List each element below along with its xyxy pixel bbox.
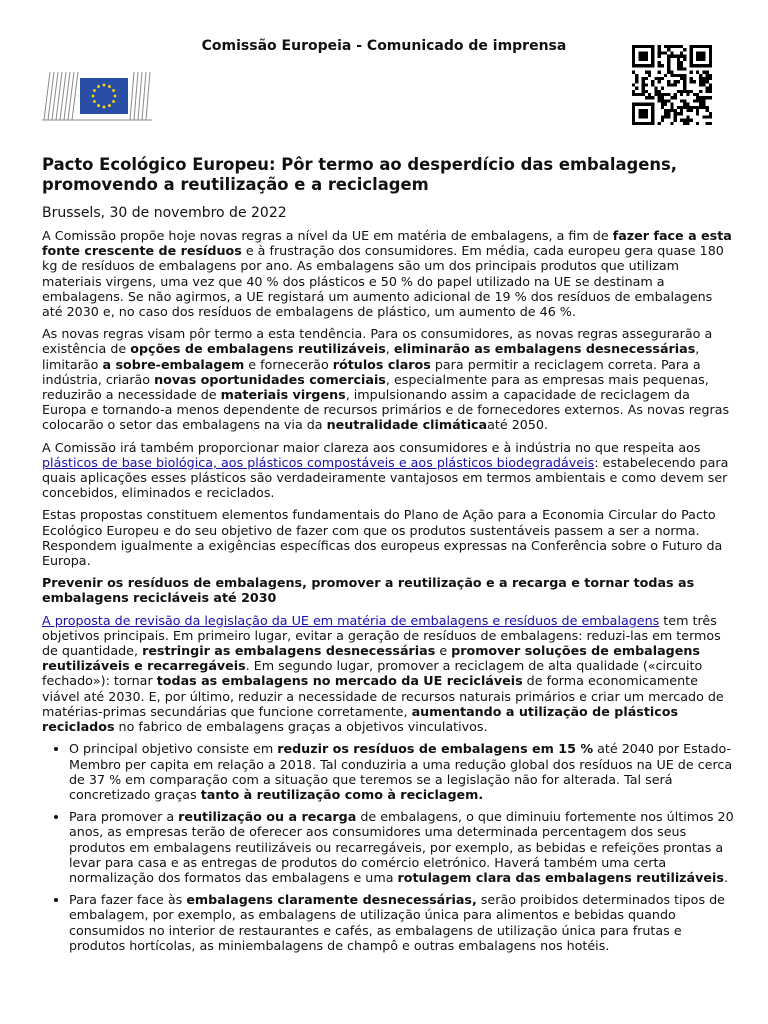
list-item: • O principal objetivo consiste em reduzir os resíduos de embalagens em 15 % até 2040 por Estado-Membro per capita em relação a 2018. Tal conduziria a uma redução global dos resíduos na UE de cerca de 37 % em comparação com a situação que teremos se a legislação não for alterada. Tal será concretizado graças tanto à reutilização como à reciclagem.: [69, 741, 734, 802]
qr-code-icon: [632, 45, 712, 125]
flag-star: [103, 84, 106, 87]
article-title: Pacto Ecológico Europeu: Pôr termo ao desperdício das embalagens, promovendo a reutilização e a reciclagem: [42, 155, 678, 194]
flag-star: [103, 106, 106, 109]
flag-star: [114, 95, 117, 98]
paragraph-plastics: A Comissão irá também proporcionar maior clareza aos consumidores e à indústria no que respeita aos plásticos de base biológica, aos plásticos compostáveis e aos plásticos biodegradáveis: estabelecendo para quais aplicações esses plásticos são verdadeiramente vantajosos em termos ambientais e como devem ser concebidos, eliminados e reciclados.: [42, 439, 729, 501]
flag-star: [97, 104, 100, 107]
flag-star: [108, 85, 111, 88]
flag-star: [92, 95, 95, 98]
section-heading-prevent-waste: Prevenir os resíduos de embalagens, promover a reutilização e a recarga e tornar todas as embalagens recicláveis até 2030: [42, 575, 695, 606]
paragraph-new-rules: As novas regras visam pôr termo a esta tendência. Para os consumidores, as novas regras assegurarão a existência de opções de embalagens reutilizáveis, eliminarão as embalagens desnecessárias, limitarão a sobre-embalagem e fornecerão rótulos claros para permitir a reciclagem correta. Para a indústria, criarão novas oportunidades comerciais, especialmente para as empresas mais pequenas, reduzirão a necessidade de materiais virgens, impulsionando assim a capacidade de reciclagem da Europa e tornando-a menos dependente de recursos primários e de fornecedores externos. As novas regras colocarão o setor das embalagens na via da neutralidade climáticaaté 2050.: [42, 326, 730, 433]
paragraph-circular-economy: Estas propostas constituem elementos fundamentais do Plano de Ação para a Economia Circular do Pacto Ecológico Europeu e do seu objetivo de fazer com que os produtos sustentáveis passem a ser a norma. Respondem igualmente a exigências específicas dos europeus expressas na Conferência sobre o Futuro da Europa.: [42, 507, 723, 569]
link-packaging-proposal[interactable]: A proposta de revisão da legislação da UE em matéria de embalagens e resíduos de embalagens: [42, 612, 660, 628]
list-item: • Para fazer face às embalagens claramente desnecessárias, serão proibidos determinados tipos de embalagem, por exemplo, as embalagens de utilização única para alimentos e bebidas quando consumidos no interior de restaurantes e cafés, as embalagens de utilização única para frutas e produtos hortícolas, as miniembalagens de champô e outras embalagens nos hotéis.: [69, 892, 734, 953]
eu-flag-building-icon: [42, 68, 152, 122]
paragraph-intro: A Comissão propõe hoje novas regras a nível da UE em matéria de embalagens, a fim de fazer face a esta fonte crescente de resíduos e à frustração dos consumidores. Em média, cada europeu gera quase 180 kg de resíduos de embalagens por ano. As embalagens são um dos principais produtos que utilizam materiais virgens, uma vez que 40 % dos plásticos e 50 % do papel utilizado na UE se destinam a embalagens. Se não agirmos, a UE registará um aumento adicional de 19 % dos resíduos de embalagens até 2030 e, no caso dos resíduos de embalagens de plástico, um aumento de 46 %.: [42, 228, 732, 320]
flag-star: [93, 100, 96, 103]
objectives-list: [42, 741, 734, 953]
flag-star: [108, 104, 111, 107]
link-bio-plastics[interactable]: plásticos de base biológica, aos plásticos compostáveis e aos plásticos biodegradáveis: [42, 454, 595, 470]
flag-star: [112, 89, 115, 92]
list-item: • Para promover a reutilização ou a recarga de embalagens, o que diminuiu fortemente nos últimos 20 anos, as empresas terão de oferecer aos consumidores uma determinada percentagem dos seus produtos em embalagens reutilizáveis ou recarregáveis, por exemplo, as bebidas e refeições prontas a levar para casa e as entregas de produtos do comércio eletrónico. Haverá também uma certa normalização dos formatos das embalagens e uma rotulagem clara das embalagens reutilizáveis.: [69, 809, 734, 885]
paragraph-proposal: A proposta de revisão da legislação da UE em matéria de embalagens e resíduos de embalagens tem três objetivos principais. Em primeiro lugar, evitar a geração de resíduos de embalagens: reduzi-las em termos de quantidade, restringir as embalagens desnecessárias e promover soluções de embalagens reutilizáveis e recarregáveis. Em segundo lugar, promover a reciclagem de alta qualidade («circuito fechado»): tornar todas as embalagens no mercado da UE recicláveis de forma economicamente viável até 2030. E, por último, reduzir a necessidade de recursos naturais primários e criar um mercado de matérias-primas secundárias que funcione corretamente, aumentando a utilização de plásticos reciclados no fabrico de embalagens graças a objetivos vinculativos.: [42, 612, 724, 735]
flag-star: [97, 85, 100, 88]
press-release-header: Comissão Europeia - Comunicado de imprensa: [201, 38, 567, 54]
flag-star: [93, 89, 96, 92]
article-body: [42, 228, 734, 960]
article-date: Brussels, 30 de novembro de 2022: [42, 205, 287, 221]
flag-star: [112, 100, 115, 103]
